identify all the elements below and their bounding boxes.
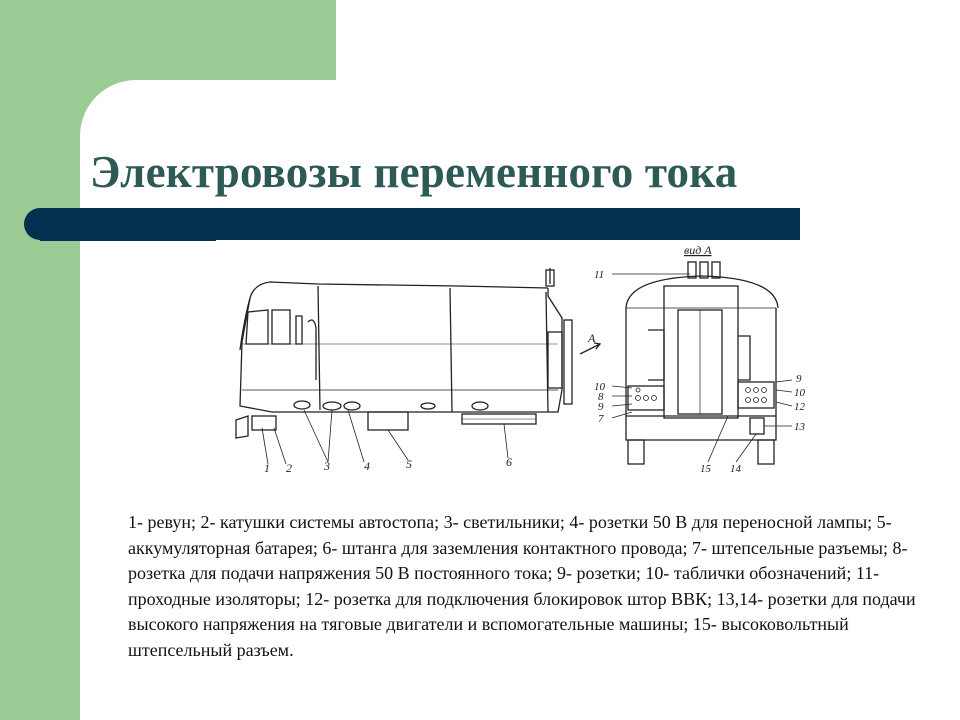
callout-12: 12 — [794, 401, 805, 413]
callout-10-left: 10 — [594, 381, 605, 393]
title-bar-accent — [40, 238, 216, 241]
arrow-label: А — [588, 331, 596, 345]
callout-2: 2 — [286, 461, 292, 475]
callout-15: 15 — [700, 463, 711, 475]
callout-1: 1 — [264, 461, 270, 475]
callout-9-right: 9 — [796, 373, 802, 385]
locomotive-drawing — [228, 240, 816, 480]
view-label: вид А — [684, 243, 712, 257]
end-view — [594, 243, 806, 475]
title-underline-bar — [24, 208, 800, 240]
diagram-legend-text: 1- ревун; 2- катушки системы автостопа; 3- светильники; 4- розетки 50 В для переносной лампы; 5- аккумуляторная батарея; 6- штанга для заземления контактного провода; 7- штепсельные разъемы; 8- розетка для подачи напряжения 50 В постоянного тока; 9- розетки; 10- таблички обозначений; 11- проходные изоляторы; 12- розетка для подключения блокировок штор ВВК; 13,14- розетки для подачи высокого напряжения на тяговые двигатели и вспомогательные машины; 15- высоковольтный штепсельный разъем. — [128, 512, 916, 660]
callout-3: 3 — [324, 459, 330, 473]
callout-8: 8 — [598, 391, 604, 403]
callout-9-left: 9 — [598, 401, 604, 413]
callout-11: 11 — [594, 269, 605, 281]
callout-6: 6 — [506, 455, 512, 469]
callout-5: 5 — [406, 457, 412, 471]
side-view — [236, 268, 600, 475]
callout-13: 13 — [794, 421, 805, 433]
slide-title: Электровозы переменного тока — [90, 147, 738, 197]
callout-4: 4 — [364, 459, 370, 473]
callout-14: 14 — [730, 463, 741, 475]
callout-7: 7 — [598, 413, 604, 425]
callout-10-right: 10 — [794, 387, 805, 399]
